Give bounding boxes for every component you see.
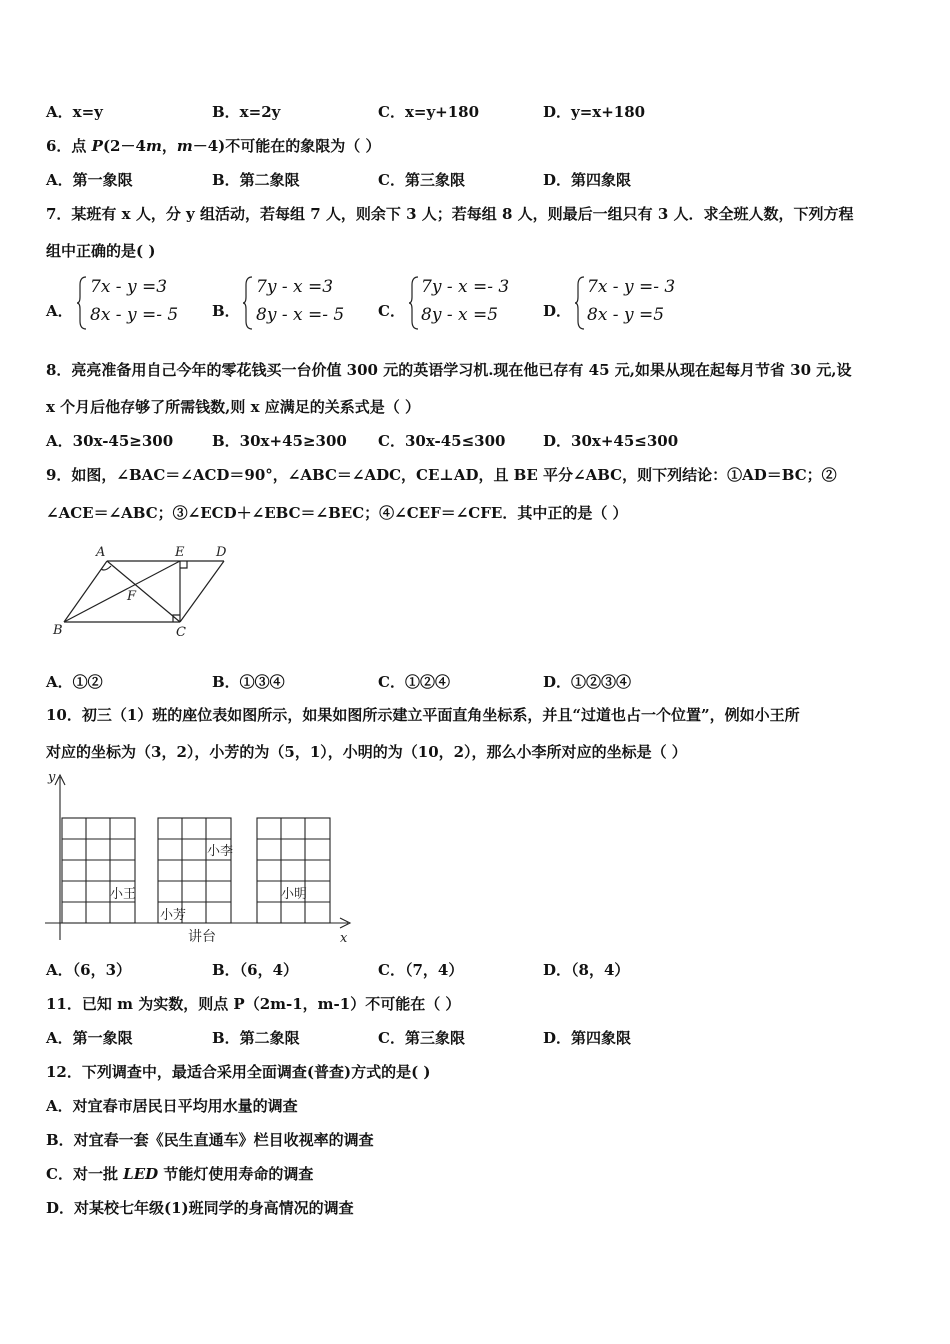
q8-option-c: C．30x-45≤300 (378, 432, 506, 450)
q6-var-m-2: m (176, 137, 193, 155)
q12-option-c (46, 1164, 313, 1184)
line-ab (64, 561, 107, 622)
q10-option-d: D．（8，4） (543, 961, 630, 979)
q7-option-b-brace (242, 275, 254, 331)
q10-option-c: C．（7，4） (378, 961, 464, 979)
seat-label-xiaowang: 小王 (110, 887, 137, 902)
seat-label-xiaofang: 小芳 (160, 908, 187, 923)
stage-label: 讲台 (188, 929, 216, 945)
q7-question-line2: 组中正确的是( ) (46, 242, 156, 260)
q8-option-d: D．30x+45≤300 (543, 432, 679, 450)
q12-option-c-led: LED (123, 1165, 159, 1183)
label-d: D (216, 545, 227, 560)
q7-option-b-label: B． (212, 302, 240, 320)
q7-option-b-eq1: 7y - x =3 (256, 277, 334, 297)
q9-option-c: C．①②④ (378, 673, 450, 691)
q7-option-c-eq2: 8y - x =5 (421, 305, 499, 325)
q7-option-a-eq1: 7x - y =3 (90, 277, 168, 297)
q7-option-d-label: D． (543, 302, 572, 320)
q11-question: 11．已知 m 为实数，则点 P（2m-1，m-1）不可能在（ ） (46, 995, 461, 1013)
label-e: E (175, 545, 185, 560)
q6-option-c: C．第三象限 (378, 171, 465, 189)
q11-option-a: A．第一象限 (46, 1029, 133, 1047)
q12-option-c-post: 节能灯使用寿命的调查 (158, 1165, 314, 1183)
label-c: C (176, 625, 186, 640)
q5-option-a: A．x=y (46, 103, 103, 121)
q12-option-c-pre: C．对一批 (46, 1165, 124, 1183)
q6-part-c: －4)不可能在的象限为（ ） (192, 137, 381, 155)
q10-question-line2: 对应的坐标为（3，2），小芳的为（5，1），小明的为（10，2），那么小李所对应的坐标是（ ） (46, 743, 687, 761)
label-b: B (53, 623, 63, 638)
q7-option-a-label: A． (46, 302, 73, 320)
right-angle-mark-e (180, 561, 187, 568)
q8-question-line2: x 个月后他存够了所需钱数,则 x 应满足的关系式是（ ） (46, 398, 420, 416)
label-f: F (127, 589, 137, 604)
q6-part-b: ， (161, 137, 177, 155)
line-cd (180, 561, 224, 622)
seat-label-xiaoli: 小李 (207, 844, 234, 859)
q9-geometry-figure (50, 540, 240, 640)
seat-grid-left (62, 818, 135, 923)
q6-option-b: B．第二象限 (212, 171, 300, 189)
q6-number: 6．点 (46, 137, 92, 155)
q7-option-d-brace (574, 275, 586, 331)
q6-point: P (91, 137, 103, 155)
q7-option-c-eq1: 7y - x =- 3 (421, 277, 510, 297)
q8-option-b: B．30x+45≥300 (212, 432, 347, 450)
q9-question-line1: 9．如图，∠BAC＝∠ACD＝90°，∠ABC＝∠ADC，CE⊥AD，且 BE 平分∠ABC，则下列结论：①AD＝BC；② (46, 466, 837, 484)
q11-option-b: B．第二象限 (212, 1029, 300, 1047)
q9-option-b: B．①③④ (212, 673, 285, 691)
q7-option-b-eq2: 8y - x =- 5 (256, 305, 345, 325)
q5-option-c: C．x=y+180 (378, 103, 480, 121)
q9-option-d: D．①②③④ (543, 673, 632, 691)
q7-option-d-eq1: 7x - y =- 3 (587, 277, 676, 297)
q9-question-line2: ∠ACE＝∠ABC；③∠ECD＋∠EBC＝∠BEC；④∠CEF＝∠CFE．其中正的是（ ） (46, 504, 628, 522)
q11-option-c: C．第三象限 (378, 1029, 465, 1047)
q5-option-d: D．y=x+180 (543, 103, 646, 121)
q9-option-a: A．①② (46, 673, 103, 691)
q6-var-m: m (145, 137, 162, 155)
q10-option-a: A．（6，3） (46, 961, 132, 979)
q7-question-line1: 7．某班有 x 人，分 y 组活动，若每组 7 人，则余下 3 人；若每组 8 人，则最后一组只有 3 人．求全班人数，下列方程 (46, 205, 854, 223)
q12-option-b: B．对宜春一套《民生直通车》栏目收视率的调查 (46, 1131, 374, 1149)
seat-grid-right (257, 818, 330, 923)
q10-seat-chart (40, 765, 360, 950)
label-a: A (96, 545, 106, 560)
q7-option-a-eq2: 8x - y =- 5 (90, 305, 179, 325)
q7-option-a-brace (76, 275, 88, 331)
q7-option-c-label: C． (378, 302, 405, 320)
seat-label-xiaoming: 小明 (281, 887, 308, 902)
q6-option-d: D．第四象限 (543, 171, 632, 189)
q7-option-c-brace (408, 275, 420, 331)
q10-option-b: B．（6，4） (212, 961, 299, 979)
y-axis-label: y (48, 770, 56, 785)
q6-part-a: (2－4 (102, 137, 146, 155)
q8-option-a: A．30x-45≥300 (46, 432, 174, 450)
q11-option-d: D．第四象限 (543, 1029, 632, 1047)
line-ac (107, 561, 180, 622)
q6-question (46, 136, 380, 156)
line-be (64, 561, 180, 622)
x-axis-label: x (340, 931, 348, 946)
q12-question: 12．下列调查中，最适合采用全面调查(普查)方式的是( ) (46, 1063, 431, 1081)
q12-option-d: D．对某校七年级(1)班同学的身高情况的调查 (46, 1199, 354, 1217)
q10-question-line1: 10．初三（1）班的座位表如图所示，如果如图所示建立平面直角坐标系，并且“过道也占一个位置”，例如小王所 (46, 706, 800, 724)
q12-option-a: A．对宜春市居民日平均用水量的调查 (46, 1097, 298, 1115)
q7-option-d-eq2: 8x - y =5 (587, 305, 665, 325)
q8-question-line1: 8．亮亮准备用自己今年的零花钱买一台价值 300 元的英语学习机.现在他已存有 45 元,如果从现在起每月节省 30 元,设 (46, 361, 852, 379)
q6-option-a: A．第一象限 (46, 171, 133, 189)
q5-option-b: B．x=2y (212, 103, 281, 121)
